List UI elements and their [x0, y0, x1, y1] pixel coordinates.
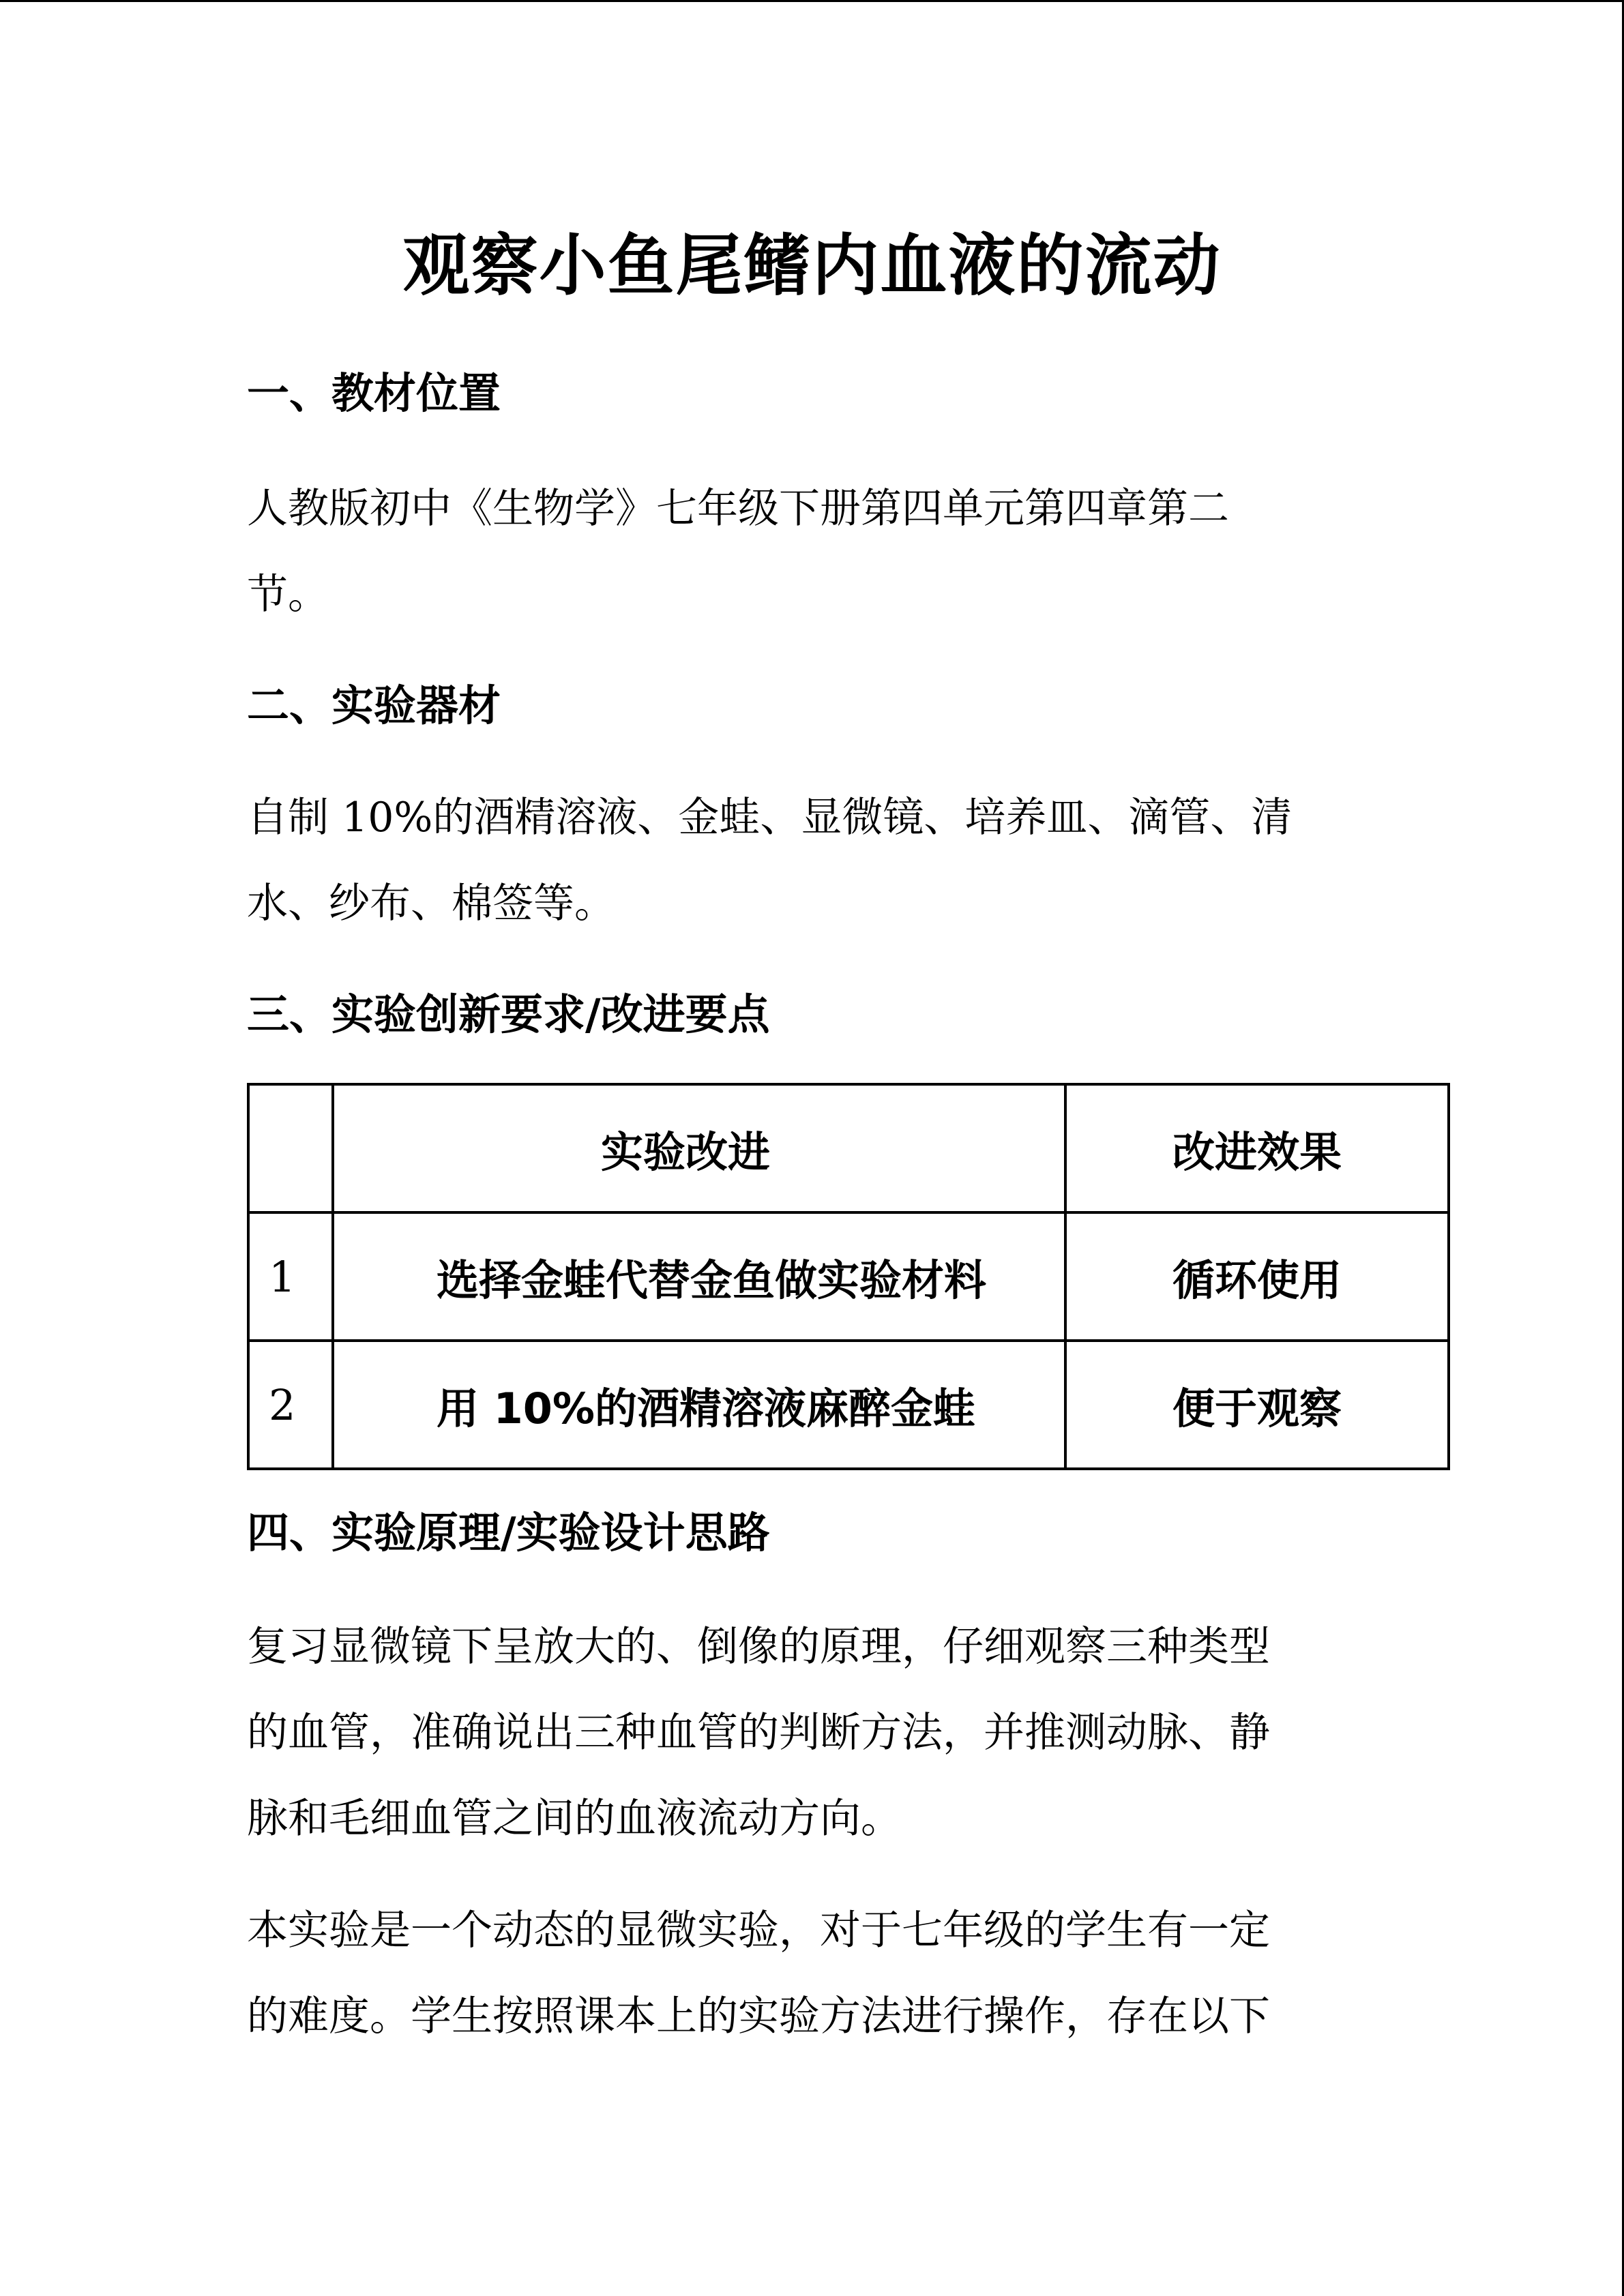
table-header-row [248, 1084, 1449, 1212]
text-line: 节。 [247, 571, 329, 618]
text-line: 的难度。学生按照课本上的实验方法进行操作，存在以下 [247, 1993, 1270, 2040]
text-line: 本实验是一个动态的显微实验，对于七年级的学生有一定 [247, 1907, 1270, 1954]
table-header-index [248, 1084, 333, 1212]
text-line: 水、纱布、棉签等。 [247, 880, 615, 927]
table-cell-index: 2 [248, 1341, 333, 1469]
text-line: 自制 10%的酒精溶液、金蛙、显微镜、培养皿、滴管、清 [247, 794, 1293, 841]
section-heading-improvements: 三、实验创新要求/改进要点 [247, 989, 770, 1039]
improvements-table [247, 1083, 1450, 1470]
section-heading-materials: 二、实验器材 [247, 681, 501, 730]
table-header-effect: 改进效果 [1065, 1084, 1449, 1212]
paragraph-textbook-position [247, 466, 1338, 638]
paragraph-principle-2 [247, 1888, 1338, 2059]
paragraph-materials [247, 775, 1338, 946]
table-row [248, 1212, 1449, 1341]
table-cell-improvement: 用 10%的酒精溶液麻醉金蛙 [333, 1341, 1065, 1469]
table-cell-index: 1 [248, 1212, 333, 1341]
table-cell-improvement: 选择金蛙代替金鱼做实验材料 [333, 1212, 1065, 1341]
paragraph-principle-1 [247, 1604, 1338, 1862]
table-cell-effect: 便于观察 [1065, 1341, 1449, 1469]
text-line: 人教版初中《生物学》七年级下册第四单元第四章第二 [247, 485, 1229, 533]
document-title: 观察小鱼尾鳍内血液的流动 [402, 227, 1222, 305]
section-heading-textbook-position: 一、教材位置 [247, 368, 501, 418]
text-line: 复习显微镜下呈放大的、倒像的原理，仔细观察三种类型 [247, 1623, 1270, 1671]
text-line: 的血管，准确说出三种血管的判断方法，并推测动脉、静 [247, 1709, 1270, 1757]
table-header-improvement: 实验改进 [333, 1084, 1065, 1212]
text-line: 脉和毛细血管之间的血液流动方向。 [247, 1795, 902, 1843]
table-row [248, 1341, 1449, 1469]
section-heading-principle: 四、实验原理/实验设计思路 [247, 1508, 770, 1557]
table-cell-effect: 循环使用 [1065, 1212, 1449, 1341]
